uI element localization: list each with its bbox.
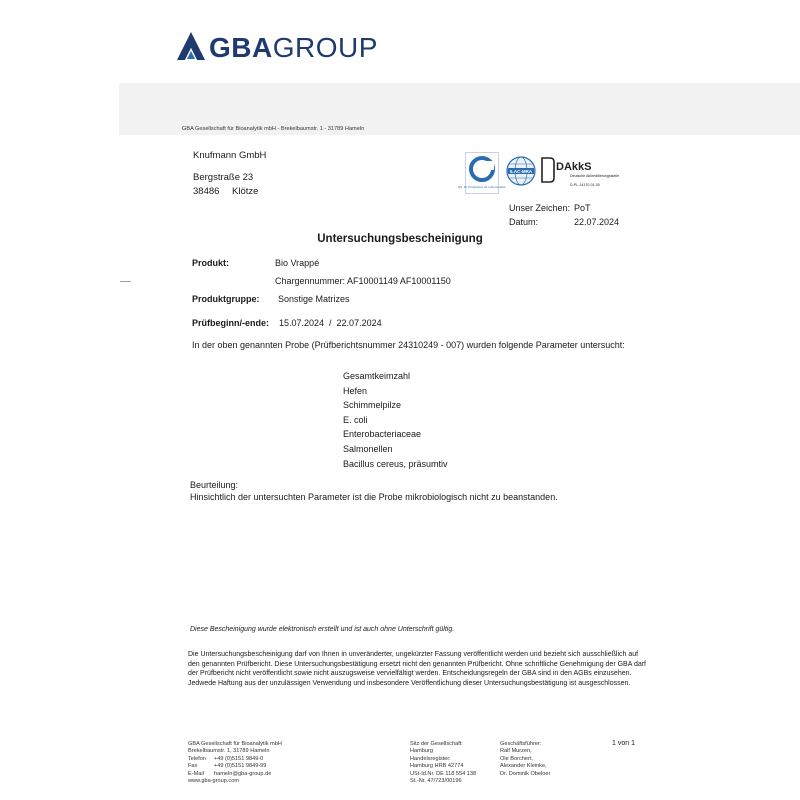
- parameter-item: Bacillus cereus, präsumtiv: [343, 458, 448, 469]
- footer-managers: Geschäftsführer: Ralf Murzen, Ole Borchert, Alexander Kleinke, Dr. Dominik Obeloer: [500, 741, 551, 777]
- svg-text:DAkkS: DAkkS: [556, 161, 592, 173]
- date-value: 22.07.2024: [574, 217, 620, 227]
- logo-triangle-icon: [175, 30, 207, 62]
- assessment-text: Hinsichtlich der untersuchten Parameter ist die Probe mikrobiologisch nicht zu beanstanden.: [190, 492, 558, 502]
- recipient-city: Klötze: [232, 186, 259, 197]
- test-period-label: Prüfbeginn/-ende:: [192, 318, 269, 328]
- qs-seal-icon: [457, 152, 507, 194]
- footer-company-info: GBA Gesellschaft für Bioanalytik mbH Brekelbaumstr. 1, 31789 Hameln Telefon +49 (0)5151 9849-0 Fax +49 (0)5151 9849-99 E-Mail hameln@gba-group.de www.gba-group.com: [188, 741, 282, 785]
- parameter-item: E. coli: [343, 414, 368, 425]
- assessment-label: Beurteilung:: [190, 480, 239, 490]
- parameter-item: Gesamtkeimzahl: [343, 371, 411, 381]
- product-group-value: Sonstige Matrizes: [278, 294, 350, 304]
- fold-mark: [120, 281, 131, 282]
- parameter-item: Salmonellen: [343, 443, 393, 454]
- ilac-seal: [505, 155, 537, 192]
- intro-text: In der oben genannten Probe (Prüfberichtsnummer 24310249 - 007) wurden folgende Parameter untersucht:: [192, 340, 625, 350]
- page-number: 1 von 1: [612, 740, 635, 747]
- reference-value: PoT: [574, 203, 591, 213]
- parameter-item: Hefen: [343, 385, 368, 396]
- recipient-street: Bergstraße 23: [193, 172, 254, 183]
- qs-seal: [457, 152, 507, 199]
- footer-registry-info: Sitz der Gesellschaft: Hamburg Handelsregister: Hamburg HRB 42774 USt-Id.Nr. DE 118 554 138 St.-Nr. 47/723/00196: [410, 741, 477, 785]
- dakks-seal: [540, 156, 620, 197]
- product-group-label: Produktgruppe:: [192, 294, 260, 304]
- dakks-icon: [540, 156, 620, 192]
- logo-wordmark: GBAGROUP: [209, 32, 378, 63]
- footer-web-link[interactable]: www.gba-group.com: [188, 778, 239, 785]
- date-label: Datum:: [509, 217, 539, 227]
- electronic-signature-note: Diese Bescheinigung wurde elektronisch erstellt und ist auch ohne Unterschrift gültig.: [190, 626, 455, 633]
- sender-line: GBA Gesellschaft für Bioanalytik mbH - Brekelbaumstr. 1 - 31789 Hameln: [182, 126, 365, 132]
- product-batch: Chargennummer: AF10001149 AF10001150: [275, 276, 451, 286]
- svg-text:ILAC-MRA: ILAC-MRA: [509, 168, 533, 174]
- product-name: Bio Vrappé: [275, 258, 320, 268]
- parameter-item: Enterobacteriaceae: [343, 429, 422, 440]
- ilac-globe-icon: [505, 155, 537, 187]
- svg-text:QS. Ihr Prüfsystem für Lebensm: QS. Ihr Prüfsystem für Lebensmittel.: [457, 185, 507, 189]
- recipient-name: Knufmann GmbH: [193, 150, 267, 161]
- footer-email-link[interactable]: hameln@gba-group.de: [214, 770, 272, 777]
- svg-text:D-PL-14170-01-00: D-PL-14170-01-00: [570, 183, 600, 187]
- reference-label: Unser Zeichen:: [509, 203, 571, 213]
- product-label: Produkt:: [192, 258, 229, 268]
- document-title: Untersuchungsbescheinigung: [317, 233, 483, 245]
- parameter-item: Schimmelpilze: [343, 400, 402, 411]
- recipient-zip: 38486: [193, 186, 220, 197]
- svg-text:Deutsche Akkreditierungsstelle: Deutsche Akkreditierungsstelle: [570, 174, 620, 178]
- test-period-value: 15.07.2024 / 22.07.2024: [279, 318, 382, 328]
- parameter-list: [343, 369, 448, 471]
- disclaimer-text: Die Untersuchungsbescheinigung darf von Ihnen in unveränderter, ungekürzter Fassung veröffentlicht werden und bezieht sich ausschließlich auf den genannten Prüfbericht. Diese Untersuchungsbestätigung ersetzt nicht den genannten Prüfbericht. Ohne schriftliche Genehmigung der GBA darf der Prüfbericht nicht veröffentlicht sowie nicht auszugsweise vervielfältigt werden. Entscheidungsregeln der GBA sind in den AGBs einzusehen. Jedwede Haftung aus der unzulässigen Verwendung und insbesondere Veröffentlichung dieser Untersuchungsbestätigung ist ausgeschlossen.: [188, 651, 647, 687]
